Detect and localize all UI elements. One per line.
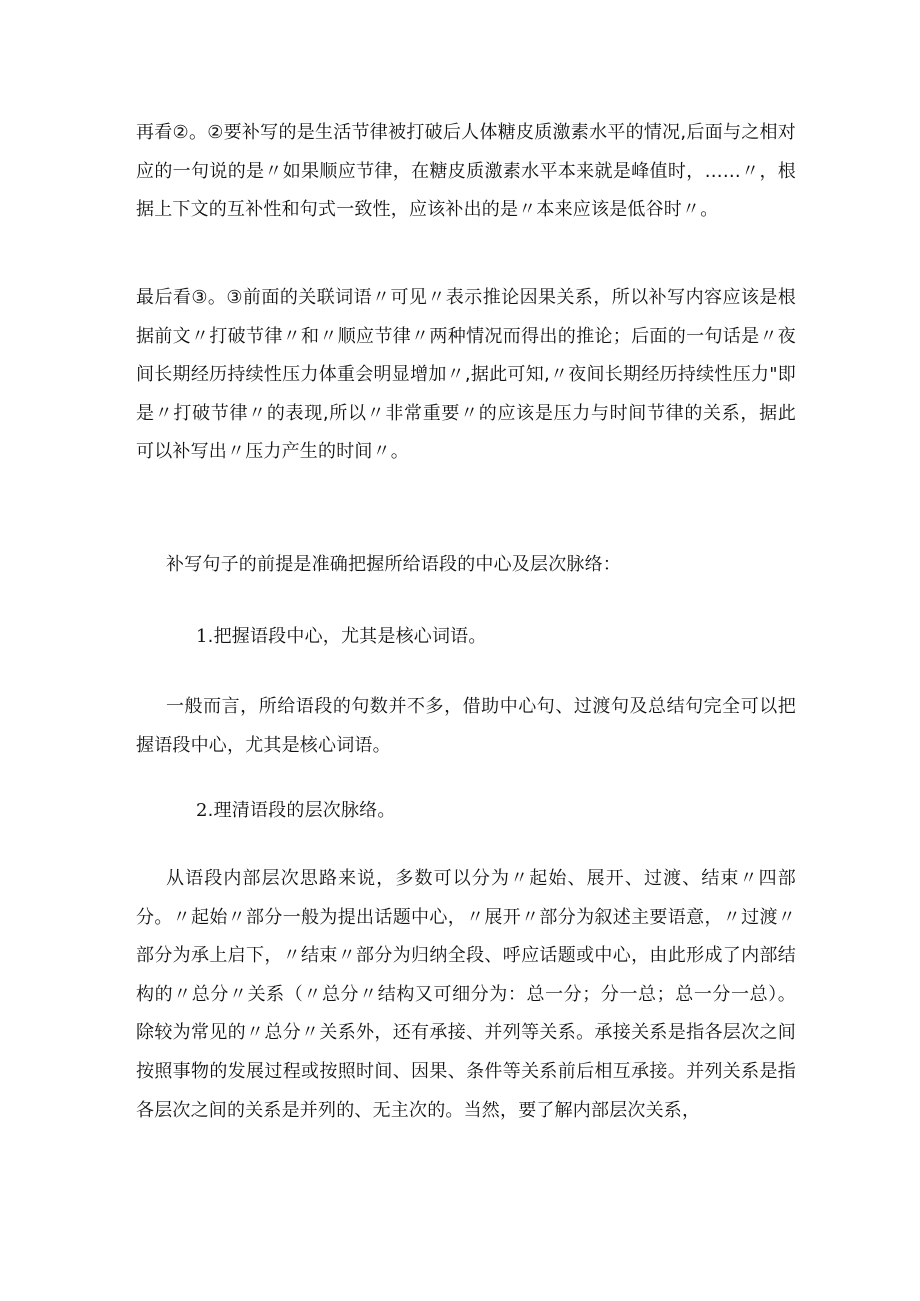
paragraph-analysis-2: 再看②。②要补写的是生活节律被打破后人体糖皮质激素水平的情况,后面与之相对应的一句说的是〃如果顺应节律，在糖皮质激素水平本来就是峰值时，……〃，根据上下文的互补性和句式一致性，应该补出的是〃本来应该是低谷时〃。 xyxy=(136,122,796,221)
list-number: 1 xyxy=(196,626,208,647)
paragraph-structure-explanation: 从语段内部层次思路来说，多数可以分为〃起始、展开、过渡、结束〃四部分。〃起始〃部分一般为提出话题中心，〃展开〃部分为叙述主要语意，〃过渡〃部分为承上启下，〃结束〃部分为归纳全段、呼应话题或中心，由此形成了内部结构的〃总分〃关系（〃总分〃结构又可细分为：总一分；分一总；总一分一总）。除较为常见的〃总分〃关系外，还有承接、并列等关系。承接关系是指各层次之间按照事物的发展过程或按照时间、因果、条件等关系前后相互承接。并列关系是指各层次之间的关系是并列的、无主次的。当然，要了解内部层次关系， xyxy=(136,868,796,1121)
list-number: 2 xyxy=(196,800,208,821)
list-item-1 xyxy=(136,618,796,657)
paragraph-premise: 补写句子的前提是准确把握所给语段的中心及层次脉络： xyxy=(166,554,621,575)
list-item-text: .理清语段的层次脉络。 xyxy=(207,800,396,821)
paragraph-analysis-3: 最后看③。③前面的关联词语〃可见〃表示推论因果关系，所以补写内容应该是根据前文〃打破节律〃和〃顺应节律〃两种情况而得出的推论；后面的一句话是〃夜间长期经历持续性压力体重会明显增加〃,据此可知,〃夜间长期经历持续性压力"即是〃打破节律〃的表现,所以〃非常重要〃的应该是压力与时间节律的关系，据此可以补写出〃压力产生的时间〃。 xyxy=(136,287,796,463)
paragraph-center-explanation: 一般而言，所给语段的句数并不多，借助中心句、过渡句及总结句完全可以把握语段中心，尤其是核心词语。 xyxy=(136,696,796,756)
list-item-text: .把握语段中心，尤其是核心词语。 xyxy=(207,626,487,647)
list-item-2 xyxy=(136,792,796,831)
